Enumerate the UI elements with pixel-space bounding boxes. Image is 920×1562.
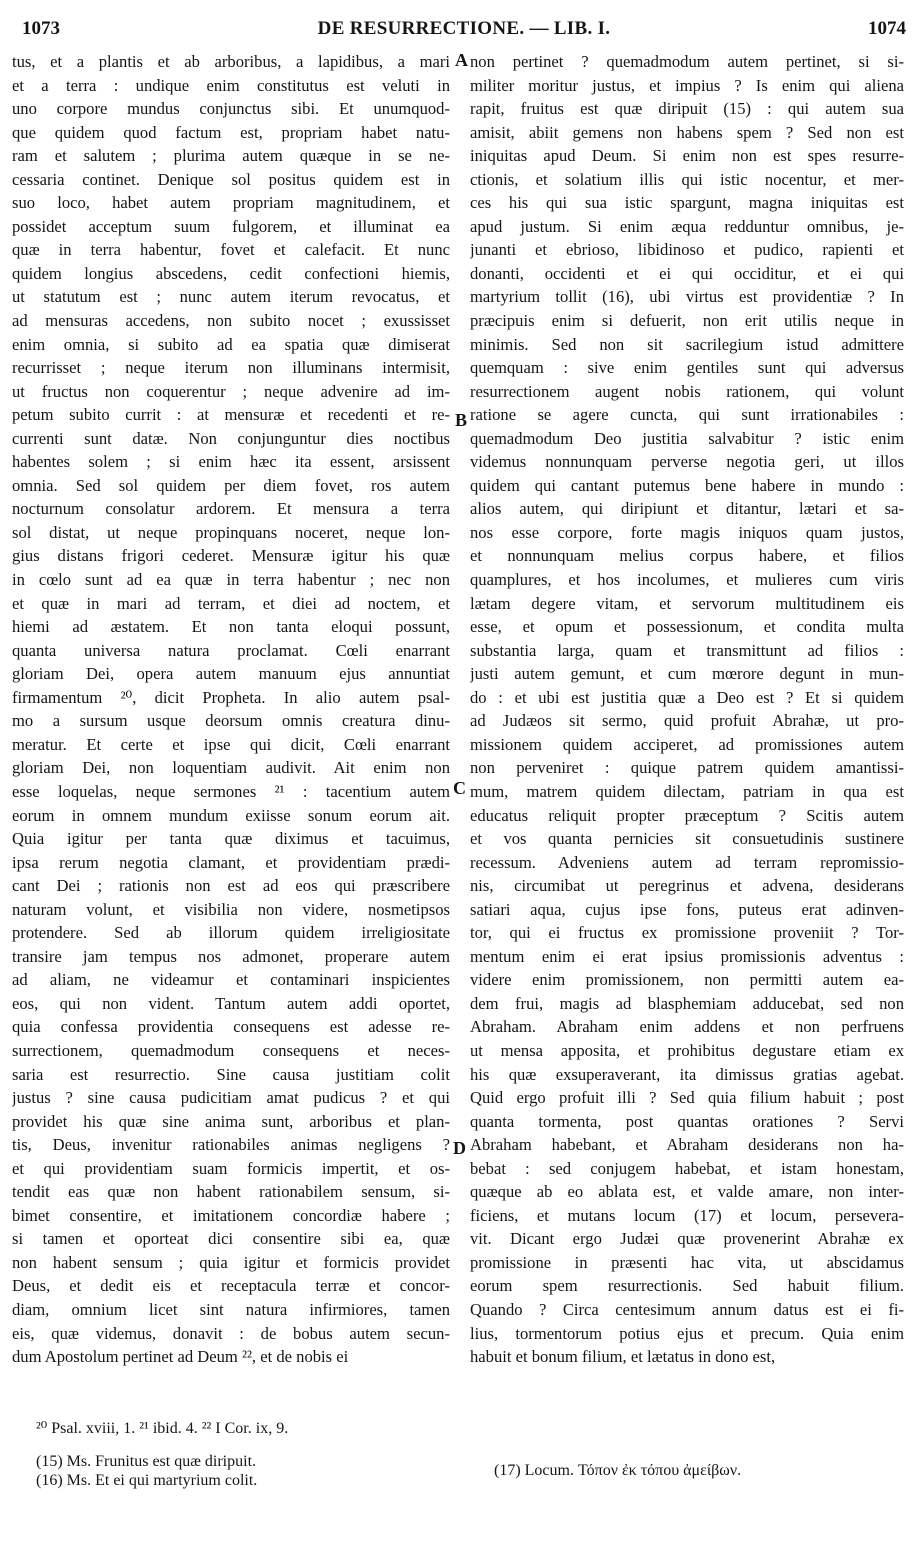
text-line: uno corpore mundus conjunctus sibi. Et unumquod- — [12, 99, 450, 119]
margin-marker-d: D — [453, 1138, 466, 1158]
text-line: Abraham. Abraham enim addens et non perfruens — [470, 1017, 904, 1037]
text-line: tor, qui ei fructus ex promissione proveniit ? Tor- — [470, 923, 904, 943]
text-line: nis, circumibat ut peregrinus et advena, desiderans — [470, 876, 904, 896]
text-line: gloriam Dei, opera autem manuum ejus annuntiat — [12, 664, 450, 684]
text-line: nocturnum consolatur ardorem. Et mensura a terra — [12, 499, 450, 519]
text-line: quamplures, et hos incolumes, et mulieres cum viris — [470, 570, 904, 590]
text-line: recurrisset ; neque iterum non illuminans intermisit, — [12, 358, 450, 378]
page-number-right: 1074 — [868, 18, 906, 39]
text-line: quæque ab eo ablata est, et valde amare, non inter- — [470, 1182, 904, 1202]
text-line: ut fructus non coquerentur ; neque advenire ad im- — [12, 381, 450, 401]
footnote-15: (15) Ms. Frunitus est quæ diripuit. — [36, 1453, 257, 1470]
text-line: donanti, occidenti et ei qui occiditur, et ei qui — [470, 263, 904, 283]
text-line: et quæ in mari ad terram, et diei ad noctem, et — [12, 593, 450, 613]
text-line: diam, omnium licet sint natura infirmiores, tamen — [12, 1299, 450, 1319]
text-line: cant Dei ; rationis non est ad eos qui præscribere — [12, 876, 450, 896]
text-line: mo a sursum usque deorsum omnis creatura dinu- — [12, 711, 450, 731]
text-line: satiari aqua, cujus ipse fons, puteus erat adinven- — [470, 899, 904, 919]
text-line: ad mensuras accedens, non subito nocet ; exussisset — [12, 311, 450, 331]
text-line: quia confessa providentia consequens est adesse re- — [12, 1017, 450, 1037]
margin-marker-b: B — [455, 410, 468, 430]
text-line: quæ in terra habentur, fovet et calefacit. Et nunc — [12, 240, 450, 260]
text-line: firmamentum ²⁰, dicit Propheta. In alio autem psal- — [12, 687, 450, 707]
text-line: rapit, fruitus est quæ diripuit (15) : qui autem sua — [470, 99, 904, 119]
text-line: vit. Dicant ergo Judæi quæ provenerint Abrahæ ex — [470, 1229, 904, 1249]
text-line: bebat : sed conjugem habebat, et istam honestam, — [470, 1158, 904, 1178]
text-line: petum subito currit : at mensuræ et recedenti et re- — [12, 405, 450, 425]
text-line: bimet consentire, et imitationem concordiæ habere ; — [12, 1205, 450, 1225]
text-line: Abraham habebant, et Abraham desiderans non ha- — [470, 1135, 904, 1155]
text-line: eorum spem resurrectionis. Sed habuit filium. — [470, 1276, 904, 1296]
page-number-left: 1073 — [22, 18, 60, 39]
text-line: habuit et bonum filium, et lætatus in dono est, — [470, 1347, 776, 1367]
text-line: Quando ? Circa centesimum annum datus est ei fi- — [470, 1299, 904, 1319]
running-head — [22, 18, 906, 44]
text-line: iniquitas apud Deum. Si enim non est spes resurre- — [470, 146, 904, 166]
text-line: minimis. Sed non sit sacrilegium istud admittere — [470, 334, 904, 354]
footnotes-left — [36, 1452, 257, 1490]
text-line: missionem quidem acciperet, ad promissiones autem — [470, 734, 904, 754]
text-line: Quid ergo profuit illi ? Sed quia filium habuit ; post — [470, 1088, 904, 1108]
text-line: ad aliam, ne videamur et contaminari inspicientes — [12, 970, 450, 990]
footnote-17: (17) Locum. Τόπον ἐκ τόπου ἀμείβων. — [494, 1462, 742, 1479]
text-line: et nonnunquam melius corpus habere, et filios — [470, 546, 904, 566]
text-line: lætam degere vitam, et servorum multitudinem eis — [470, 593, 904, 613]
text-line: non habent sensum ; quia igitur et formicis providet — [12, 1252, 450, 1272]
text-line: martyrium tollit (16), ubi virtus est providentiæ ? In — [470, 287, 904, 307]
text-line: videmus nonnunquam perverse negotia geri, ut illos — [470, 452, 904, 472]
text-line: recessum. Adveniens autem ad terram repromissio- — [470, 852, 904, 872]
left-column — [12, 50, 450, 1369]
text-line: meratur. Et certe et ipse qui dicit, Cœli enarrant — [12, 734, 450, 754]
text-line: do : et ubi est justitia quæ a Deo est ? Et si quidem — [470, 687, 904, 707]
page-title: DE RESURRECTIONE. — LIB. I. — [317, 18, 611, 39]
text-line: saria est resurrectio. Sine causa justitiam colit — [12, 1064, 450, 1084]
text-line: amisit, abiit gemens non habens spem ? Sed non est — [470, 122, 904, 142]
text-line: dem frui, magis ad blasphemiam adducebat, sed non — [470, 993, 904, 1013]
text-line: habentes solem ; si enim hæc ita essent, arsissent — [12, 452, 450, 472]
text-line: ut mensa apposita, et prohibitus degustare etiam ex — [470, 1040, 904, 1060]
text-line: transire jam tempus nos admonet, properare autem — [12, 946, 450, 966]
text-line: ut statutum est ; nunc autem iterum revocatus, et — [12, 287, 450, 307]
text-line: esse loquelas, neque sermones ²¹ : tacentium autem — [12, 781, 450, 801]
text-line: dum Apostolum pertinet ad Deum ²², et de nobis ei — [12, 1347, 349, 1367]
text-line: que quidem quod factum est, propriam habet natu- — [12, 122, 450, 142]
text-line: tis, Deus, invenitur rationabiles animas negligens ? — [12, 1135, 450, 1155]
text-line: currenti sunt datæ. Non conjunguntur dies noctibus — [12, 428, 450, 448]
text-line: eorum in omnem mundum exiisse sonum eorum ait. — [12, 805, 450, 825]
text-line: tus, et a plantis et ab arboribus, a lapidibus, a mari — [12, 52, 450, 71]
text-line: quidem longius abscedens, cedit confectioni hiemis, — [12, 263, 450, 283]
text-line: gius distans frigori cederet. Mensuræ igitur his quæ — [12, 546, 450, 566]
text-line: eos, qui non vident. Tantum autem addi oportet, — [12, 993, 450, 1013]
scripture-references: ²⁰ Psal. xviii, 1. ²¹ ibid. 4. ²² I Cor. ix, 9. — [36, 1420, 289, 1437]
text-line: mentum enim ei erat ipsius promissionis adventus : — [470, 946, 904, 966]
footnote-16: (16) Ms. Et ei qui martyrium colit. — [36, 1472, 258, 1489]
text-line: hiemi ad æstatem. Et non tanta eloqui possunt, — [12, 617, 450, 637]
text-line: præcipuis enim si defuerit, non erit utilis neque in — [470, 311, 904, 331]
text-line: educatus reliquit propter præceptum ? Scitis autem — [470, 805, 904, 825]
text-line: apud justum. Si enim æqua redduntur omnibus, je- — [470, 216, 904, 236]
text-line: ram et salutem ; plurima autem quæque in se ne- — [12, 146, 450, 166]
text-line: enim omnia, si subito ad ea spatia quæ dimiserat — [12, 334, 450, 354]
text-line: non pertinet ? quemadmodum autem pertinet, si si- — [470, 52, 904, 71]
text-line: ad Judæos sit sermo, quid profuit Abrahæ, ut pro- — [470, 711, 904, 731]
text-line: mum, matrem quidem dilectam, patriam in qua est — [470, 781, 904, 801]
text-line: ipsa rerum negotia clamant, et providentiam prædi- — [12, 852, 450, 872]
text-line: ces his qui sua istic spargunt, magna iniquitas est — [470, 193, 904, 213]
text-line: videre enim promissionem, non permitti autem ea- — [470, 970, 904, 990]
text-line: junanti et ebrioso, libidinoso et pudico, rapienti et — [470, 240, 904, 260]
right-column — [470, 50, 904, 1369]
text-line: quemquam : sive enim gentiles sunt qui adversus — [470, 358, 904, 378]
text-line: protendere. Sed ab illorum quidem irreligiositate — [12, 923, 450, 943]
text-line: justi autem gemunt, et cum mœrore degunt in mun- — [470, 664, 904, 684]
text-line: quanta tormenta, post quantas orationes ? Servi — [470, 1111, 904, 1131]
text-line: suo loco, habet autem propriam magnitudinem, et — [12, 193, 450, 213]
text-line: substantia larga, quam et transmittunt ad filios : — [470, 640, 904, 660]
text-line: et vos quanta pernicies sit consuetudinis sustinere — [470, 829, 904, 849]
text-line: in cœlo sunt ad ea quæ in terra habentur ; nec non — [12, 570, 450, 590]
text-line: esse, et opum et possessionum, et condita multa — [470, 617, 904, 637]
text-line: tendit eas quæ non habent rationabilem sensum, si- — [12, 1182, 450, 1202]
text-line: non perveniret : quique patrem quidem amantissi- — [470, 758, 904, 778]
text-line: quemadmodum Deo justitia salvabitur ? istic enim — [470, 428, 904, 448]
text-line: his quæ exsuperaverant, ita dimissus gratias agebat. — [470, 1064, 904, 1084]
text-line: militer moritur justus, et impius ? Is enim qui aliena — [470, 75, 904, 95]
text-line: sol distat, ut neque propinquans noceret, neque lon- — [12, 522, 450, 542]
text-line: et a terra : undique enim constitutus est veluti in — [12, 75, 450, 95]
text-line: quidem qui cantant putemus bene habere in mundo : — [470, 475, 904, 495]
text-line: gloriam Dei, non loquentiam audivit. Ait enim non — [12, 758, 450, 778]
text-line: si tamen et oporteat dici consentire sibi ea, quæ — [12, 1229, 450, 1249]
text-line: resurrectionem augent nobis rationem, qui volunt — [470, 381, 904, 401]
text-line: possidet acceptum suum fulgorem, et illuminat ea — [12, 216, 450, 236]
text-line: nos esse corpore, forte magis iniquos quam justos, — [470, 522, 904, 542]
text-line: ratione se agere cuncta, qui sunt irrationabiles : — [470, 405, 904, 425]
text-line: omnia. Sed sol quidem per diem fovet, ros autem — [12, 475, 450, 495]
margin-marker-c: C — [453, 778, 466, 798]
text-line: naturam volunt, et visibilia non videre, nosmetipsos — [12, 899, 450, 919]
text-line: surrectionem, quemadmodum consequens et neces- — [12, 1040, 450, 1060]
text-line: cessaria continet. Denique sol positus quidem est in — [12, 169, 450, 189]
margin-marker-a: A — [455, 50, 468, 70]
text-line: providet his quæ sine anima sunt, arboribus et plan- — [12, 1111, 450, 1131]
text-line: et qui providentiam suam formicis impertit, et os- — [12, 1158, 450, 1178]
text-line: ficiens, et mutans locum (17) et locum, persevera- — [470, 1205, 904, 1225]
text-line: promissione in præsenti hac vita, ut abscidamus — [470, 1252, 904, 1272]
text-line: lius, tormentorum potius ejus et precum. Quia enim — [470, 1323, 904, 1343]
text-line: eis, quæ videmus, donavit : de bobus autem secun- — [12, 1323, 450, 1343]
text-line: quanta universa natura proclamat. Cœli enarrant — [12, 640, 450, 660]
text-line: Quia igitur per tanta quæ diximus et tacuimus, — [12, 829, 450, 849]
text-line: Deus, et dedit eis et receptacula terræ et concor- — [12, 1276, 450, 1296]
text-line: ctionis, et solatium illis qui istic nocentur, et mer- — [470, 169, 904, 189]
text-line: alios autem, qui diripiunt et ditantur, lætari et sa- — [470, 499, 904, 519]
text-line: justus ? sine causa pudicitiam amat pudicus ? et qui — [12, 1088, 450, 1108]
